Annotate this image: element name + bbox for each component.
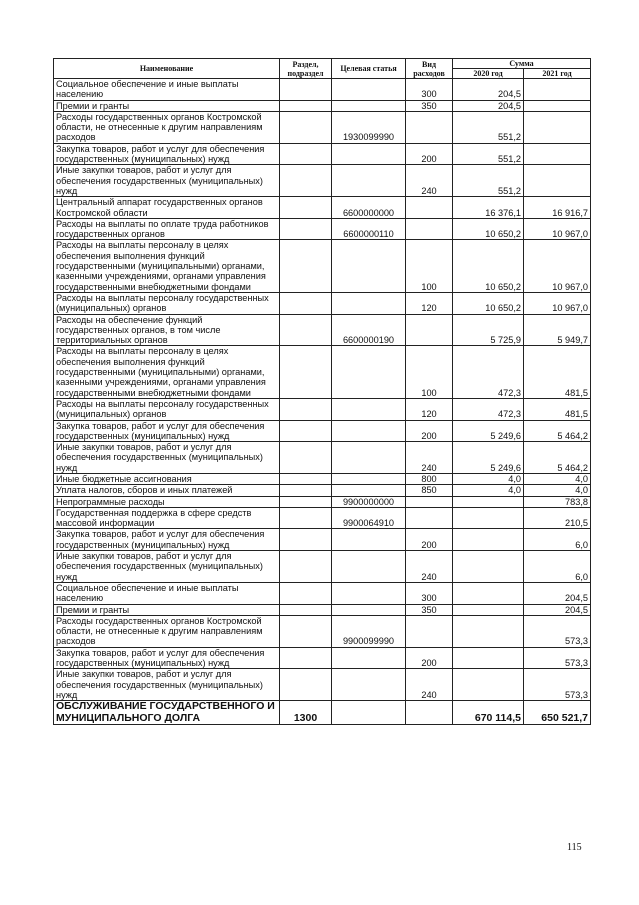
cell-2020: 4,0 — [453, 485, 524, 496]
cell-2021 — [524, 111, 591, 143]
cell-section — [280, 398, 332, 420]
cell-2021: 10 967,0 — [524, 292, 591, 314]
cell-kind: 200 — [406, 143, 453, 165]
cell-kind: 240 — [406, 442, 453, 474]
cell-target — [332, 165, 406, 197]
cell-section — [280, 604, 332, 615]
cell-section — [280, 143, 332, 165]
table-row — [54, 529, 591, 551]
cell-section — [280, 442, 332, 474]
cell-kind: 100 — [406, 240, 453, 292]
cell-2020: 551,2 — [453, 165, 524, 197]
cell-2021 — [524, 79, 591, 101]
cell-section — [280, 240, 332, 292]
cell-target — [332, 100, 406, 111]
cell-name: Иные бюджетные ассигнования — [54, 473, 280, 484]
table-header — [54, 59, 591, 79]
cell-2021: 10 967,0 — [524, 240, 591, 292]
cell-target — [332, 420, 406, 442]
cell-section — [280, 529, 332, 551]
cell-2020: 551,2 — [453, 111, 524, 143]
cell-2021: 5 949,7 — [524, 314, 591, 346]
cell-kind: 850 — [406, 485, 453, 496]
cell-2021: 204,5 — [524, 582, 591, 604]
table-row — [54, 165, 591, 197]
cell-kind: 300 — [406, 79, 453, 101]
cell-target: 6600000110 — [332, 218, 406, 240]
cell-section — [280, 314, 332, 346]
cell-target: 1930099990 — [332, 111, 406, 143]
cell-kind: 240 — [406, 551, 453, 583]
cell-section — [280, 669, 332, 701]
cell-kind: 350 — [406, 100, 453, 111]
header-section: Раздел, подраздел — [280, 59, 332, 79]
cell-name: Премии и гранты — [54, 604, 280, 615]
cell-section — [280, 346, 332, 398]
cell-target — [332, 551, 406, 583]
cell-section — [280, 100, 332, 111]
table-row — [54, 507, 591, 529]
cell-2020: 204,5 — [453, 79, 524, 101]
cell-2021: 4,0 — [524, 485, 591, 496]
cell-kind: 800 — [406, 473, 453, 484]
cell-name: Иные закупки товаров, работ и услуг для обеспечения государственных (муниципальных) нужд — [54, 165, 280, 197]
cell-target: 9900064910 — [332, 507, 406, 529]
cell-name: Расходы на выплаты персоналу в целях обеспечения выполнения функций государственными (муниципальными) органами, казенными учреждениями, органами управления государственными внебюджетными фондами — [54, 240, 280, 292]
cell-target: 6600000000 — [332, 197, 406, 219]
cell-kind — [406, 507, 453, 529]
table-row — [54, 496, 591, 507]
cell-target: 9900000000 — [332, 496, 406, 507]
table-row — [54, 292, 591, 314]
cell-target — [332, 79, 406, 101]
cell-target — [332, 669, 406, 701]
cell-2020: 204,5 — [453, 100, 524, 111]
cell-section — [280, 197, 332, 219]
table-row-total — [54, 701, 591, 725]
cell-name: Социальное обеспечение и иные выплаты населению — [54, 582, 280, 604]
cell-kind — [406, 701, 453, 725]
cell-2021: 5 464,2 — [524, 442, 591, 474]
cell-name: Закупка товаров, работ и услуг для обеспечения государственных (муниципальных) нужд — [54, 420, 280, 442]
cell-name: Расходы на выплаты персоналу в целях обеспечения выполнения функций государственными (муниципальными) органами, казенными учреждениями, органами управления государственными внебюджетными фондами — [54, 346, 280, 398]
cell-section — [280, 165, 332, 197]
cell-target: 6600000190 — [332, 314, 406, 346]
cell-2020: 472,3 — [453, 346, 524, 398]
cell-target — [332, 292, 406, 314]
cell-2020 — [453, 615, 524, 647]
cell-name: Расходы на выплаты по оплате труда работников государственных органов — [54, 218, 280, 240]
cell-2021: 783,8 — [524, 496, 591, 507]
header-target: Целевая статья — [332, 59, 406, 79]
cell-2020: 10 650,2 — [453, 240, 524, 292]
cell-2021: 573,3 — [524, 615, 591, 647]
table-row — [54, 240, 591, 292]
cell-name: Расходы государственных органов Костромской области, не отнесенные к другим направлениям расходов — [54, 615, 280, 647]
cell-name: Непрограммные расходы — [54, 496, 280, 507]
cell-2020 — [453, 604, 524, 615]
cell-target — [332, 346, 406, 398]
cell-2021: 6,0 — [524, 551, 591, 583]
header-2021: 2021 год — [524, 69, 591, 79]
cell-name: Иные закупки товаров, работ и услуг для обеспечения государственных (муниципальных) нужд — [54, 442, 280, 474]
cell-2020: 5 249,6 — [453, 442, 524, 474]
cell-target — [332, 143, 406, 165]
table-row — [54, 485, 591, 496]
cell-name: Расходы государственных органов Костромской области, не отнесенные к другим направлениям расходов — [54, 111, 280, 143]
cell-section — [280, 507, 332, 529]
cell-target — [332, 604, 406, 615]
cell-kind: 120 — [406, 292, 453, 314]
cell-name: Иные закупки товаров, работ и услуг для обеспечения государственных (муниципальных) нужд — [54, 551, 280, 583]
header-2020: 2020 год — [453, 69, 524, 79]
header-kind: Вид расходов — [406, 59, 453, 79]
table-row — [54, 442, 591, 474]
cell-section — [280, 551, 332, 583]
cell-2020 — [453, 551, 524, 583]
cell-section — [280, 496, 332, 507]
cell-section — [280, 615, 332, 647]
cell-kind — [406, 615, 453, 647]
cell-name: ОБСЛУЖИВАНИЕ ГОСУДАРСТВЕННОГО И МУНИЦИПАЛЬНОГО ДОЛГА — [54, 701, 280, 725]
cell-section — [280, 218, 332, 240]
cell-2020: 10 650,2 — [453, 218, 524, 240]
cell-2020: 10 650,2 — [453, 292, 524, 314]
cell-name: Уплата налогов, сборов и иных платежей — [54, 485, 280, 496]
cell-section — [280, 79, 332, 101]
cell-kind: 240 — [406, 165, 453, 197]
header-sum: Сумма — [453, 59, 591, 69]
cell-2020: 472,3 — [453, 398, 524, 420]
cell-target — [332, 398, 406, 420]
cell-2021: 650 521,7 — [524, 701, 591, 725]
cell-name: Закупка товаров, работ и услуг для обеспечения государственных (муниципальных) нужд — [54, 143, 280, 165]
table-row — [54, 551, 591, 583]
cell-2020 — [453, 669, 524, 701]
cell-2021: 573,3 — [524, 669, 591, 701]
cell-2021: 481,5 — [524, 346, 591, 398]
cell-2021: 16 916,7 — [524, 197, 591, 219]
cell-section — [280, 582, 332, 604]
table-row — [54, 582, 591, 604]
table-body — [54, 79, 591, 725]
cell-2020 — [453, 496, 524, 507]
table-row — [54, 473, 591, 484]
cell-2020: 5 249,6 — [453, 420, 524, 442]
cell-kind — [406, 197, 453, 219]
table-row — [54, 218, 591, 240]
cell-name: Расходы на обеспечение функций государственных органов, в том числе территориальных органов — [54, 314, 280, 346]
cell-name: Государственная поддержка в сфере средств массовой информации — [54, 507, 280, 529]
cell-target — [332, 473, 406, 484]
cell-2021: 481,5 — [524, 398, 591, 420]
header-name: Наименование — [54, 59, 280, 79]
cell-2021 — [524, 165, 591, 197]
table-row — [54, 647, 591, 669]
cell-target — [332, 529, 406, 551]
cell-2020: 670 114,5 — [453, 701, 524, 725]
cell-name: Центральный аппарат государственных органов Костромской области — [54, 197, 280, 219]
cell-name: Социальное обеспечение и иные выплаты населению — [54, 79, 280, 101]
cell-kind: 200 — [406, 647, 453, 669]
cell-section: 1300 — [280, 701, 332, 725]
cell-2021: 204,5 — [524, 604, 591, 615]
cell-kind — [406, 111, 453, 143]
cell-2020 — [453, 529, 524, 551]
table-row — [54, 100, 591, 111]
table-row — [54, 346, 591, 398]
cell-section — [280, 111, 332, 143]
cell-section — [280, 420, 332, 442]
cell-target — [332, 485, 406, 496]
cell-name: Расходы на выплаты персоналу государственных (муниципальных) органов — [54, 292, 280, 314]
cell-2020: 16 376,1 — [453, 197, 524, 219]
cell-2021: 5 464,2 — [524, 420, 591, 442]
cell-2020: 551,2 — [453, 143, 524, 165]
cell-2020: 4,0 — [453, 473, 524, 484]
cell-section — [280, 292, 332, 314]
cell-2020 — [453, 582, 524, 604]
cell-2021 — [524, 100, 591, 111]
cell-name: Закупка товаров, работ и услуг для обеспечения государственных (муниципальных) нужд — [54, 529, 280, 551]
cell-section — [280, 647, 332, 669]
cell-name: Премии и гранты — [54, 100, 280, 111]
cell-kind: 300 — [406, 582, 453, 604]
cell-kind — [406, 314, 453, 346]
cell-2021: 4,0 — [524, 473, 591, 484]
cell-2021: 6,0 — [524, 529, 591, 551]
table-row — [54, 398, 591, 420]
cell-kind: 120 — [406, 398, 453, 420]
cell-name: Закупка товаров, работ и услуг для обеспечения государственных (муниципальных) нужд — [54, 647, 280, 669]
table-row — [54, 604, 591, 615]
cell-target — [332, 582, 406, 604]
cell-kind: 100 — [406, 346, 453, 398]
cell-kind: 200 — [406, 529, 453, 551]
cell-2021: 10 967,0 — [524, 218, 591, 240]
cell-2021: 573,3 — [524, 647, 591, 669]
cell-name: Иные закупки товаров, работ и услуг для обеспечения государственных (муниципальных) нужд — [54, 669, 280, 701]
cell-section — [280, 485, 332, 496]
cell-target — [332, 442, 406, 474]
cell-target — [332, 240, 406, 292]
cell-target: 9900099990 — [332, 615, 406, 647]
table-row — [54, 111, 591, 143]
table-row — [54, 669, 591, 701]
cell-target — [332, 647, 406, 669]
cell-kind — [406, 218, 453, 240]
cell-kind: 350 — [406, 604, 453, 615]
cell-2020: 5 725,9 — [453, 314, 524, 346]
table-row — [54, 197, 591, 219]
cell-2020 — [453, 647, 524, 669]
cell-kind: 240 — [406, 669, 453, 701]
cell-target — [332, 701, 406, 725]
cell-kind — [406, 496, 453, 507]
cell-kind: 200 — [406, 420, 453, 442]
table-row — [54, 420, 591, 442]
cell-2021: 210,5 — [524, 507, 591, 529]
table-row — [54, 79, 591, 101]
cell-2020 — [453, 507, 524, 529]
page-number: 115 — [567, 842, 582, 853]
table-row — [54, 314, 591, 346]
cell-2021 — [524, 143, 591, 165]
table-row — [54, 143, 591, 165]
table-row — [54, 615, 591, 647]
budget-table — [53, 58, 591, 725]
cell-name: Расходы на выплаты персоналу государственных (муниципальных) органов — [54, 398, 280, 420]
cell-section — [280, 473, 332, 484]
